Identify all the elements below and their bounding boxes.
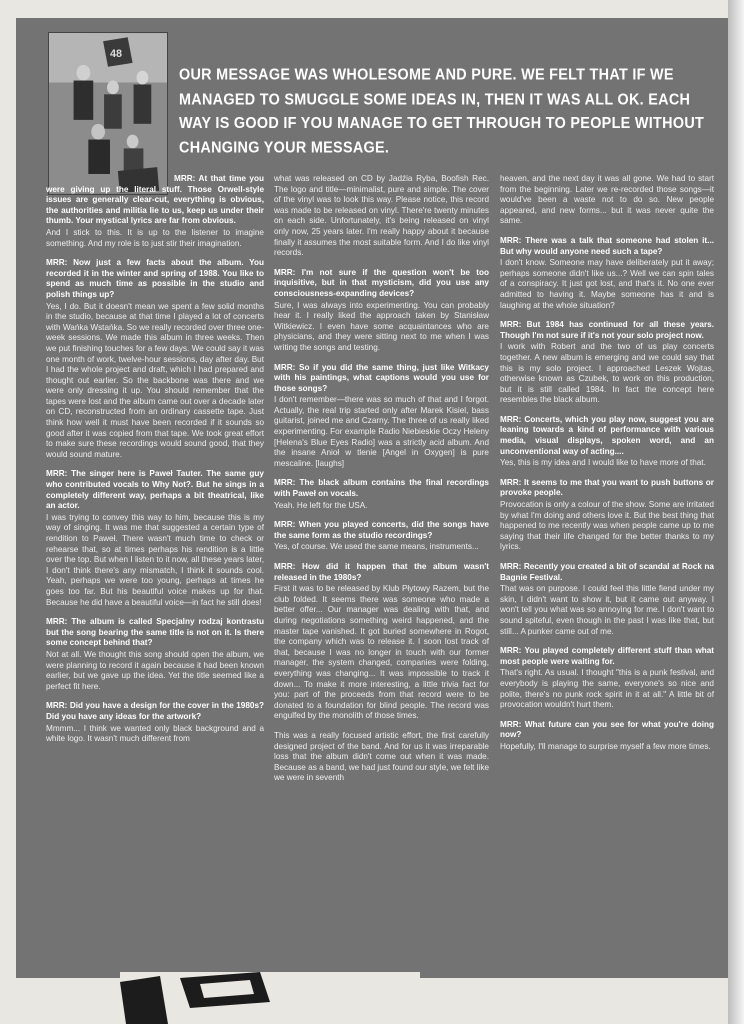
interview-answer: I was trying to convey this way to him, because this is my way of singing. It was me that suggested a certain type of rendition to Paweł. There wasn't much time to check or rehearse that, so at times perhaps his rendition is a little over the top. But when I listen to it now, all these years later, I don't think there's any mismatch, I think it sounds cool. Yeah, perhaps we were too young, perhaps at times he goes too far. But his beautiful voice makes up for that. Because he did have a beautiful voice—in fact he still does! xyxy=(46,512,264,607)
interview-answer: Yes, of course. We used the same means, instruments... xyxy=(274,542,479,552)
interview-answer: Not at all. We thought this song should open the album, we were planning to record it again because it had been known earlier, but we gave up the idea. Yet the title seemed like a perfect fit here. xyxy=(46,649,264,691)
interview-question: MRR: How did it happen that the album wasn't released in the 1980s? xyxy=(274,562,489,582)
interview-answer: I work with Robert and the two of us play concerts together. A new album is emerging and we could say that this is my solo project. I approached Leszek Wojtas, otherwise known as Czubek, to work on this production, but it is still called 1984. In fact the concept here resembles the black album. xyxy=(500,342,714,405)
article-column-2 xyxy=(274,174,489,784)
interview-answer: Hopefully, I'll manage to surprise myself a few more times. xyxy=(500,741,711,751)
interview-question: MRR: It seems to me that you want to push buttons or provoke people. xyxy=(500,477,714,498)
interview-answer: Yes, this is my idea and I would like to have more of that. xyxy=(500,458,706,468)
interview-answer: what was released on CD by Jadźia Ryba, Boofish Rec. The logo and title—minimalist, pure and simple. The cover of the vinyl was to look this way. Please notice, this record was made to be released on vinyl. There're twenty minutes on each side. Unfortunately, it's being released on vinyl only now, 25 years later. I'm really happy about it because finally it assumes the most suitable form. And I do like vinyl records. xyxy=(274,174,489,258)
magazine-page xyxy=(16,18,728,978)
interview-question: MRR: The singer here is Paweł Tauter. The same guy who contributed vocals to Why Not?. But he sings in a completely different way, perhaps a bit theatrical, like an actor. xyxy=(46,469,264,511)
page-edge xyxy=(728,0,744,1024)
interview-question: MRR: I'm not sure if the question won't be too inquisitive, but in that mysticism, did you use any consciousness-expanding devices? xyxy=(274,267,489,298)
interview-answer: That was on purpose. I could feel this little fiend under my skin, I didn't want to show it, but it came out anyway. I won't tell you what was so annoying for me. I don't want to sound spiteful, even though in the past I was like that, but still... A punker came out of me. xyxy=(500,584,714,636)
interview-question: MRR: Recently you created a bit of scandal at Rock na Bagnie Festival. xyxy=(500,562,714,582)
interview-question: MRR: When you played concerts, did the songs have the same form as the studio recordings? xyxy=(274,520,489,540)
interview-question: MRR: Did you have a design for the cover in the 1980s? Did you have any ideas for the artwork? xyxy=(46,701,264,721)
article-column-3 xyxy=(500,174,714,753)
band-photo xyxy=(48,32,168,195)
interview-question: MRR: The album is called Specjalny rodzaj kontrastu but the song bearing the same title is not on it. Is there some concept behind that? xyxy=(46,617,264,648)
interview-question: MRR: What future can you see for what you're doing now? xyxy=(500,719,714,740)
interview-question: MRR: Now just a few facts about the album. You recorded it in the winter and spring of 1988. You like to spend as much time as possible in the studio and polish things up? xyxy=(46,258,264,299)
pull-quote-headline: OUR MESSAGE WAS WHOLESOME AND PURE. WE FELT THAT IF WE MANAGED TO SMUGGLE SOME IDEAS IN, THEN IT WAS ALL OK. EACH WAY IS GOOD IF YOU MANAGE TO GET THROUGH TO PEOPLE WITHOUT CHANGING YOUR MESSAGE. xyxy=(179,66,705,157)
interview-question: MRR: But 1984 has continued for all these years. Though I'm not sure if it's not your solo project now. xyxy=(500,320,714,340)
band-photo-image xyxy=(49,33,167,194)
interview-question: MRR: At that time you were giving up the literal stuff. Those Orwell-style issues are generally clear-cut, everything is obvious, the authorities and militia lie to us, keep us under their thumb. Your mystical lyrics are far from obvious. xyxy=(46,174,264,226)
interview-answer: I don't remember—there was so much of that and I forgot. Actually, the real trip started only after Marek Kisiel, bass guitarist, joined me and Czarny. The three of us really liked experimenting. For example Radio Niebieskie Oczy Heleny [Helena's Blue Eyes Radio] was a strictly acid album. And the insane Anioł w tlenie [Angel in Oxygen] is pure mescaline. [laughs] xyxy=(274,395,489,468)
interview-answer: And I stick to this. It is up to the listener to imagine something. And my role is to just stir their imagination. xyxy=(46,227,264,248)
article-column-1 xyxy=(46,174,264,745)
interview-question: MRR: You played completely different stuff than what most people were waiting for. xyxy=(500,646,714,666)
interview-answer: First it was to be released by Klub Płytowy Razem, but the club folded. It seems there was someone who made a better offer... Our manager was dealing with that, and during negotiations something weird happened, and the master tape vanished. It got buried somewhere in Rogot, the company which was to release it. I soon lost track of that, because I was no longer in touch with our former manager, the system changed, companies were folding, everything was changing... It was impossible to track it down... To make it more interesting, a little trivia fact for you: part of the proceeds from that record were to be donated to a foundation for blind people. The record was engulfed by the monolith of those times. xyxy=(274,584,489,721)
interview-answer: This was a really focused artistic effort, the first carefully designed project of the band. And for us it was irreparable loss that the album didn't come out when it was made. Because as a band, we had just found our style, we felt like we were in seventh xyxy=(274,730,489,783)
interview-answer: Sure, I was always into experimenting. You can probably hear it. I really liked the approach taken by Stanisław Witkiewicz. I even have some acquaintances who are physicians, and they were sitting next to me when I was writing the songs and testing. xyxy=(274,300,489,352)
interview-answer: I don't know. Someone may have deliberately put it away; perhaps someone didn't like us...? Well we can spin tales of a conspiracy. It just got lost, and that's it. No one ever admitted to having it. Maybe someone has it and is laughing at the whole situation? xyxy=(500,258,714,310)
interview-answer: That's right. As usual. I thought "this is a punk festival, and everybody is playing the same, everyone's so nice and polite, there's no punk rock spirit in it at all." A little bit of provocation wouldn't hurt them. xyxy=(500,668,714,710)
footer-logo-graphic xyxy=(120,972,420,1024)
interview-question: MRR: Concerts, which you play now, suggest you are leaning towards a kind of performance with various media, visual displays, spoken word, and an unconventional way of acting.... xyxy=(500,414,714,456)
interview-answer: Provocation is only a colour of the show. Some are irritated by what I'm doing and others love it. But the best thing that happened to me recently was when people came up to me saying that their life changed for the better thanks to my lyrics. xyxy=(500,500,714,552)
interview-question: MRR: There was a talk that someone had stolen it... But why would anyone need such a tape? xyxy=(500,235,714,256)
interview-answer: heaven, and the next day it was all gone. We had to start from the beginning. Later we re-recorded those songs—it would've been a waste not to do so. New people appeared, and new forms... but it was never quite the same. xyxy=(500,174,714,226)
interview-question: MRR: So if you did the same thing, just like Witkacy with his paintings, what captions would you use for those songs? xyxy=(274,362,489,393)
svg-text:48: 48 xyxy=(109,47,122,60)
interview-answer: Yeah. He left for the USA. xyxy=(274,500,368,510)
interview-answer: Mmmm... I think we wanted only black background and a white logo. It wasn't much different from xyxy=(46,723,264,744)
interview-answer: Yes, I do. But it doesn't mean we spent a few solid months in the studio, because at that time I played a lot of concerts with Wańka Wstańka. So we really recorded over three one-week sessions. We made this album in three weeks. Then we put finishing touches for a few days. We could say it was one month of work, twelve-hour sessions, day after day. But I had the whole project and draft, which I had prepared and thought out earlier. So the backbone was there and we were only dressing it up. You should remember that the tapes were lost and the album came out over a decade later on CD, reconstructed from an ordinary cassette tape. Just think how well it must have been recorded if it sounds so good after it was copied from that tape. We took great effort to make sure these recordings would sound good, that they would sound mature. xyxy=(46,301,264,459)
interview-question: MRR: The black album contains the final recordings with Paweł on vocals. xyxy=(274,478,489,499)
